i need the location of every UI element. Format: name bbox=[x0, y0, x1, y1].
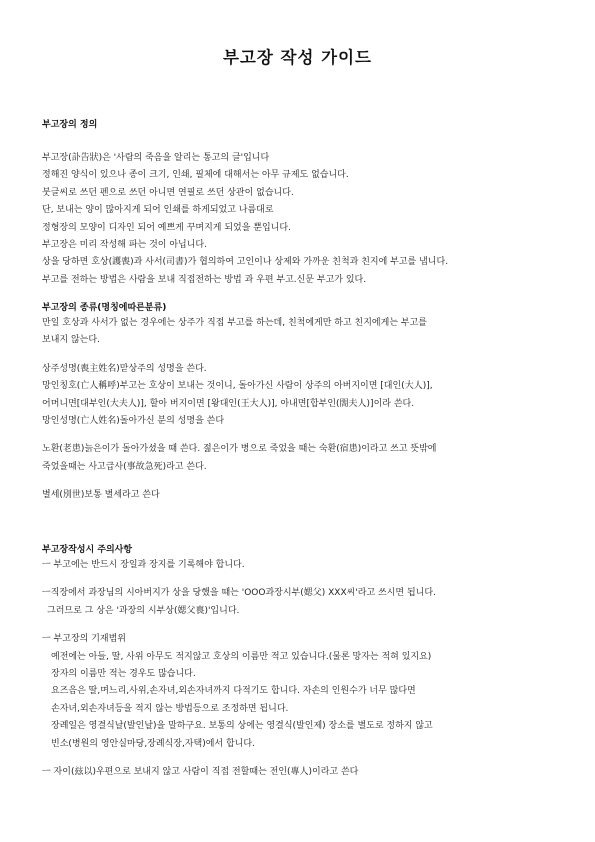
text-line: 망인성명(亡人姓名)돌아가신 분의 성명을 쓴다 bbox=[42, 416, 225, 427]
caution-item: ㅡ 자이(玆以)우편으로 보내지 않고 사람이 직접 전할때는 전인(專人)이라고 쓴다 bbox=[42, 767, 359, 778]
section-heading: 부고장의 종류(명칭에따른분류) bbox=[42, 303, 167, 313]
text-line: 망인칭호(亡人稱呼)부고는 호상이 보내는 것이니, 돌아가신 사람이 상주의 아버지이면 [대인(大人)], bbox=[42, 381, 433, 392]
text-line: 부고장은 미리 작성해 파는 것이 아닙니다. bbox=[42, 240, 207, 251]
caution-detail-line: 손자녀,외손자녀등을 적지 않는 방법등으로 조정하면 됩니다. bbox=[51, 703, 289, 714]
section-heading: 부고장작성시 주의사항 bbox=[42, 545, 133, 555]
section-cautions bbox=[42, 544, 436, 781]
text-line: 부고장(訃告狀)은 '사람의 죽음을 알리는 통고의 글'입니다 bbox=[42, 153, 270, 163]
text-line: 만일 호상과 사서가 없는 경우에는 상주가 직접 부고를 하는데, 친척에게만 하고 친지에게는 부고를 bbox=[42, 318, 427, 328]
caution-detail-line: 장자의 이름만 적는 경우도 많습니다. bbox=[51, 669, 196, 680]
text-line: 정형장의 모양이 디자인 되어 예쁘게 꾸며지게 되었을 뿐입니다. bbox=[42, 222, 291, 233]
text-line: 어머니면[대부인(大夫人)], 할아 버지이면 [왕대인(王大人)], 아내면[합부인(閤夫人)]이라 쓴다. bbox=[42, 398, 415, 409]
text-line: 보내지 않는다. bbox=[42, 335, 100, 346]
text-line: 붓글씨로 쓰던 펜으로 쓰던 아니면 연필로 쓰던 상관이 없습니다. bbox=[42, 187, 294, 198]
text-line: 상을 당하면 호상(護喪)과 사서(司書)가 협의하여 고인이나 상제와 가까운 친척과 친지에 부고를 냅니다. bbox=[42, 257, 449, 268]
caution-detail-line: 장례일은 영결식날(발인날)을 말하구요. 보통의 상에는 영결식(발인제) 장소를 별도로 정하지 않고 bbox=[51, 721, 433, 732]
caution-item: ㅡ 부고장의 기재범위 bbox=[42, 634, 126, 645]
page-title: 부고장 작성 가이드 bbox=[222, 48, 372, 67]
caution-item: ㅡ 부고에는 반드시 장일과 장지를 기록해야 합니다. bbox=[42, 560, 245, 570]
section-definition bbox=[42, 119, 97, 132]
text-line: 죽었을때는 사고급사(事故急死)라고 쓴다. bbox=[42, 461, 207, 472]
caution-item-continued: 그러므로 그 상은 '과장의 시부상(媤父喪)'입니다. bbox=[47, 605, 240, 616]
text-line: 부고를 전하는 방법은 사람을 보내 직접전하는 방법 과 우편 부고.신문 부고가 있다. bbox=[42, 274, 367, 285]
definition-body bbox=[42, 150, 448, 289]
section-types bbox=[42, 302, 437, 505]
text-line: 단, 보내는 양이 많아지게 되어 인쇄를 하게되었고 나름대로 bbox=[42, 205, 274, 216]
caution-detail-line: 빈소(병원의 영안실마당,장례식장,자택)에서 합니다. bbox=[51, 738, 255, 749]
text-line: 노환(老患)늙은이가 돌아가셨을 때 쓴다. 젊은이가 병으로 죽었을 때는 숙환(宿患)이라고 쓰고 뜻밖에 bbox=[42, 444, 437, 455]
text-line: 상주성명(喪主姓名)맏상주의 성명을 쓴다. bbox=[42, 363, 207, 374]
text-line: 정해진 양식이 있으나 종이 크기, 인쇄, 필체에 대해서는 아무 규제도 없습니다. bbox=[42, 170, 349, 181]
section-heading: 부고장의 정의 bbox=[42, 120, 98, 130]
text-line: 별세(別世)보통 별세라고 쓴다 bbox=[42, 490, 160, 501]
caution-detail-line: 요즈음은 딸,며느리,사위,손자녀,외손자녀까지 다적기도 합니다. 자손의 인원수가 너무 많다면 bbox=[51, 686, 416, 697]
caution-detail-line: 예전에는 아들, 딸, 사위 아무도 적지않고 호상의 이름만 적고 있습니다.(물론 망자는 적혀 있지요) bbox=[51, 651, 432, 662]
caution-item: ㅡ직장에서 과장님의 시아버지가 상을 당했을 때는 'OOO과장시부(媤父) XXX씨'라고 쓰시면 됩니다. bbox=[42, 588, 436, 599]
